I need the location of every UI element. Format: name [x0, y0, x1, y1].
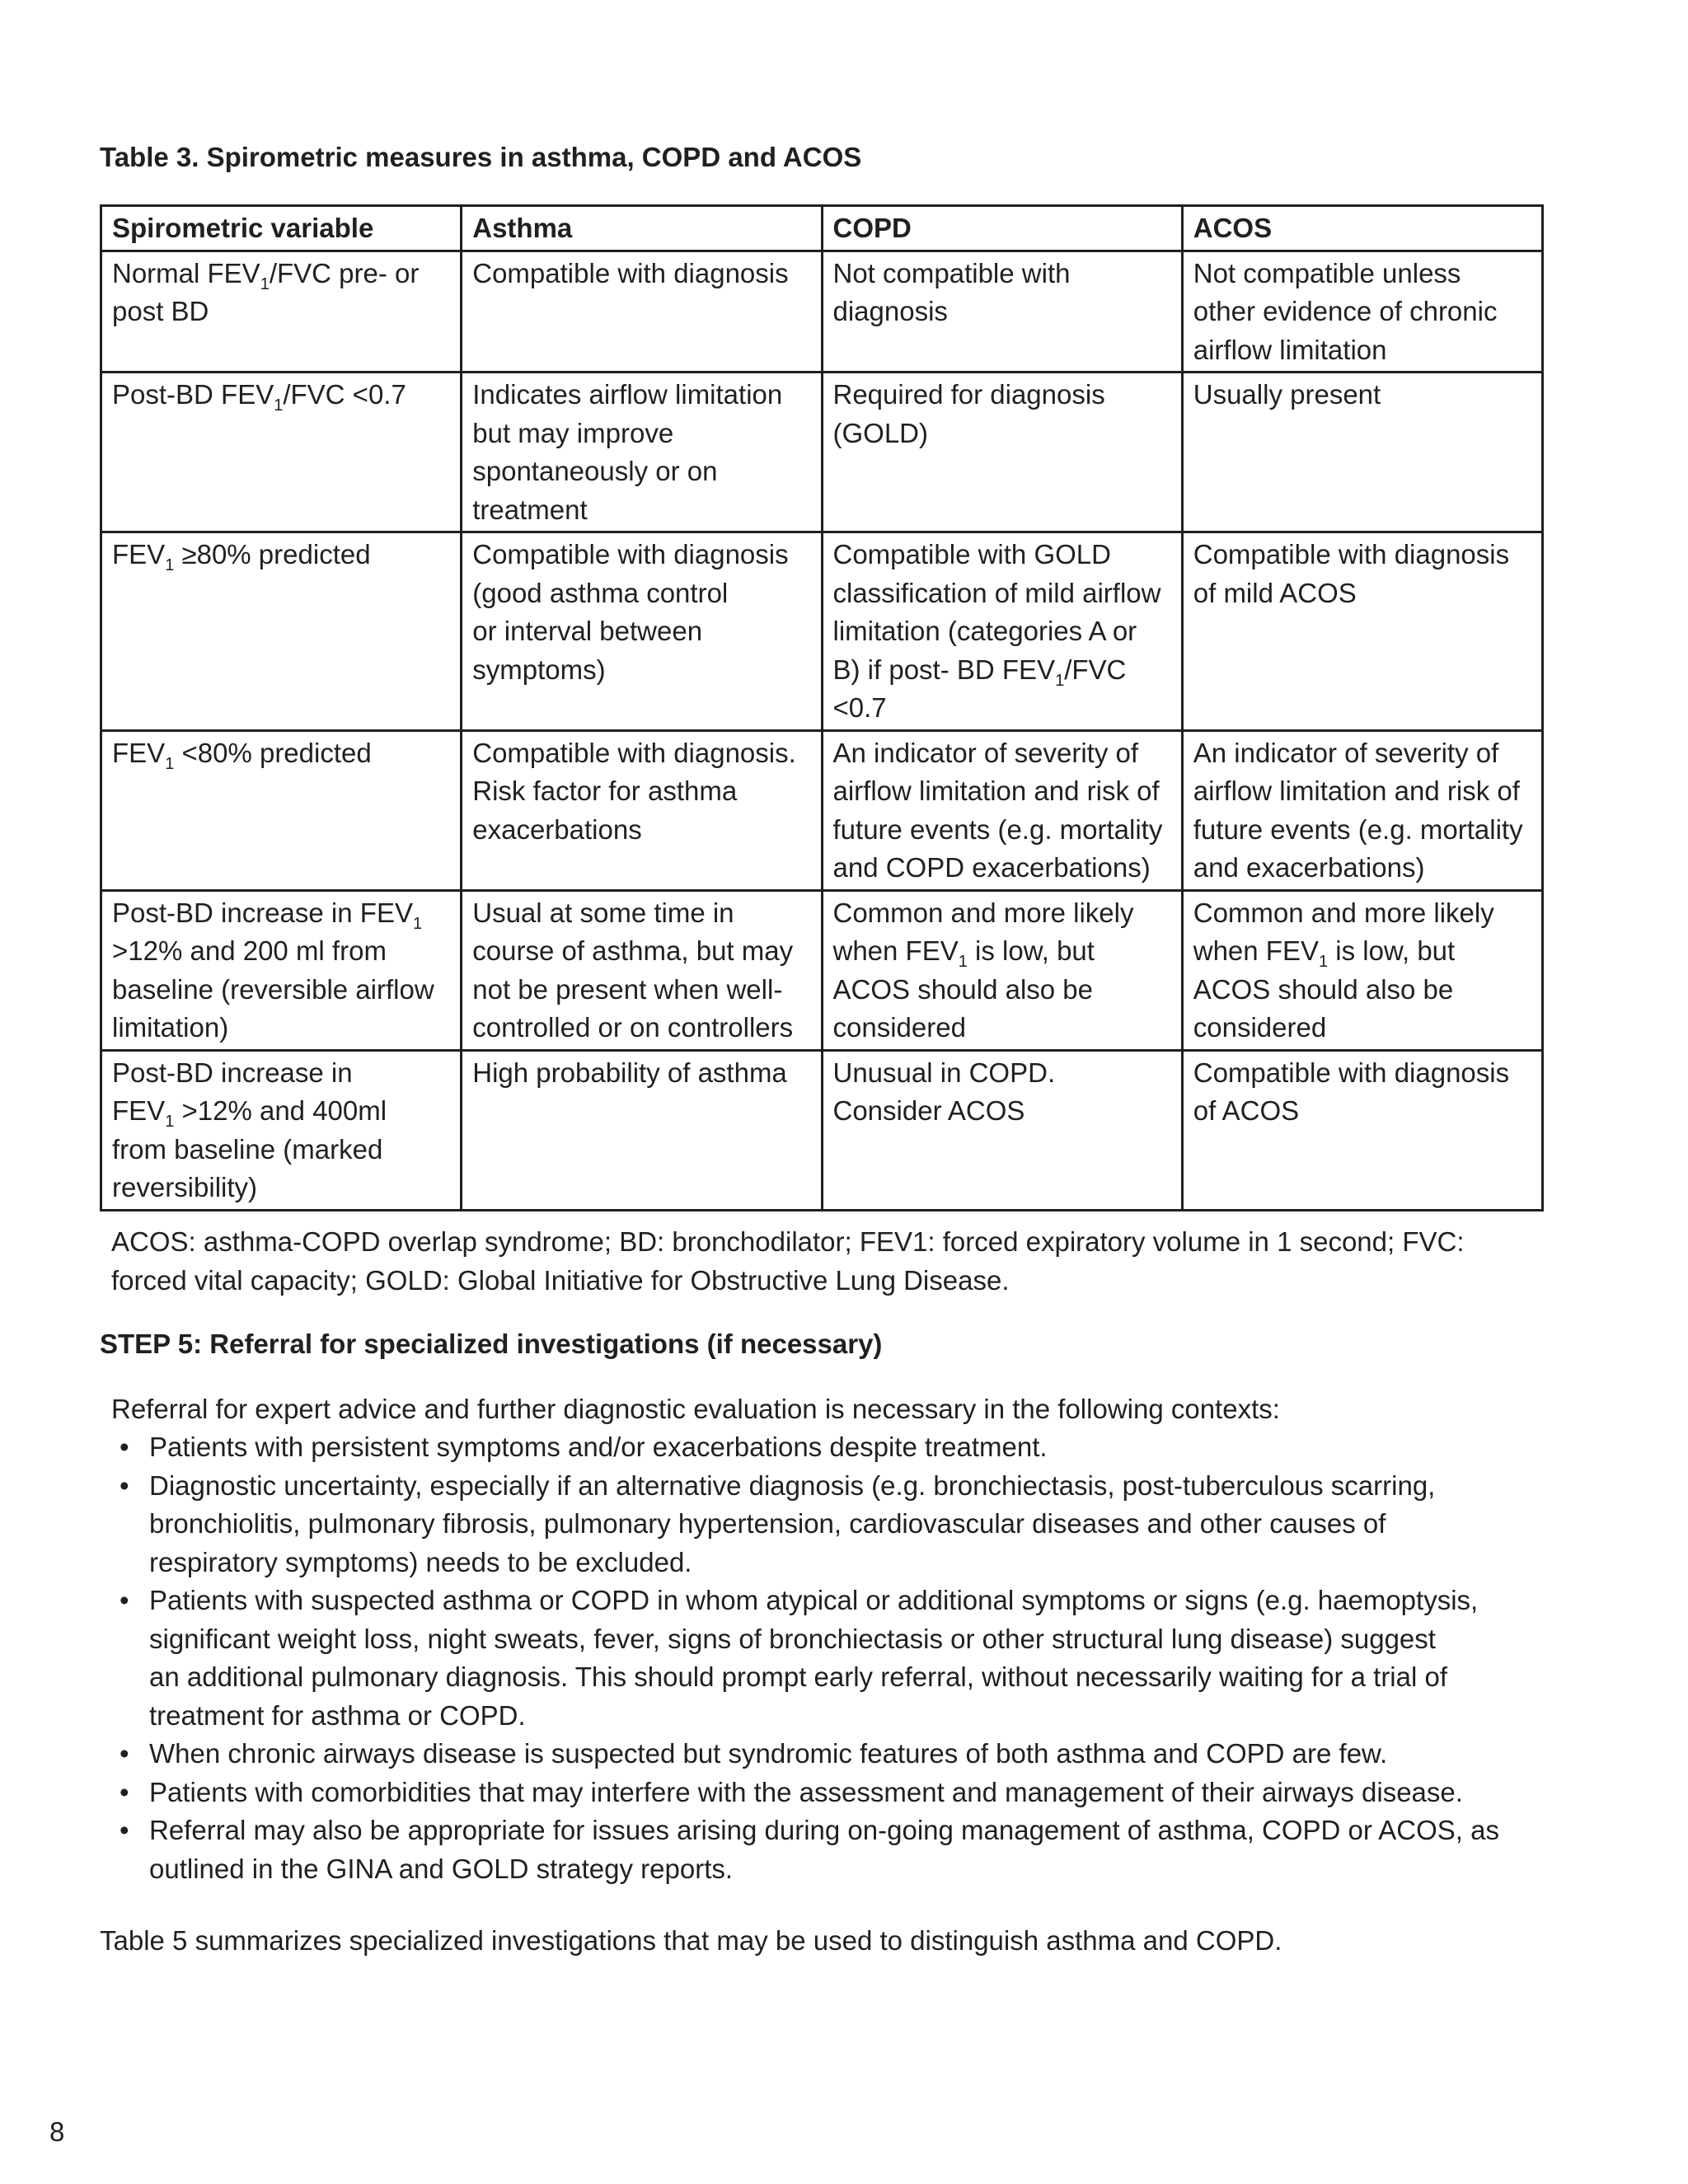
cell-asthma: Compatible with diagnosis (good asthma control or interval between symptoms): [462, 532, 822, 731]
cell-variable: Post-BD increase in $FEV_1$ >12% and 200 ml from baseline (reversible airflow limitation): [101, 890, 462, 1050]
closing-paragraph: Table 5 summarizes specialized investigations that may be used to distinguish asthma and COPD.: [100, 1925, 1282, 1956]
table-row: [101, 373, 1543, 532]
cell-acos: An indicator of severity of airflow limitation and risk of future events (e.g. mortality and exacerbations): [1182, 730, 1542, 890]
cell-copd: Required for diagnosis (GOLD): [822, 373, 1182, 532]
bullet-icon: •: [120, 1432, 129, 1462]
header-copd: COPD: [822, 206, 1182, 251]
cell-acos: Usually present: [1182, 373, 1542, 532]
table-footnote: ACOS: asthma-COPD overlap syndrome; BD: bronchodilator; FEV1: forced expiratory volume in 1 second; FVC: forced vital capacity; GOLD: Global Initiative for Obstructive Lung Disease.: [111, 1226, 1465, 1296]
list-item: • Patients with comorbidities that may interfere with the assessment and management of their airways disease.: [111, 1774, 1545, 1812]
bullet-icon: •: [120, 1738, 129, 1769]
cell-asthma: Compatible with diagnosis. Risk factor for asthma exacerbations: [462, 730, 822, 890]
cell-acos: Common and more likely when $FEV_1$ is low, but ACOS should also be considered: [1182, 890, 1542, 1050]
bullet-icon: •: [120, 1776, 129, 1807]
table-row: [101, 890, 1543, 1050]
header-spirometric-variable: Spirometric variable: [101, 206, 462, 251]
bullet-icon: •: [120, 1815, 129, 1845]
list-item: • Referral may also be appropriate for issues arising during on-going management of asthma, COPD or ACOS, as outlined in the GINA and GOLD strategy reports.: [111, 1811, 1545, 1888]
cell-copd: Compatible with GOLD classification of mild airflow limitation (categories A or B) if post- BD $FEV_1$/FVC <0.7: [822, 532, 1182, 731]
cell-variable: $FEV_1 \ge 80\%$ predicted: [101, 532, 462, 731]
cell-variable: $FEV_1 <80\%$ predicted: [101, 730, 462, 890]
cell-asthma: Indicates airflow limitation but may improve spontaneously or on treatment: [462, 373, 822, 532]
cell-copd: An indicator of severity of airflow limitation and risk of future events (e.g. mortality and COPD exacerbations): [822, 730, 1182, 890]
cell-copd: Common and more likely when $FEV_1$ is low, but ACOS should also be considered: [822, 890, 1182, 1050]
table-row: [101, 1050, 1543, 1210]
cell-acos: Compatible with diagnosis of ACOS: [1182, 1050, 1542, 1210]
cell-asthma: Usual at some time in course of asthma, but may not be present when well- controlled or on controllers: [462, 890, 822, 1050]
table-row: [101, 251, 1543, 373]
list-item: • Patients with persistent symptoms and/or exacerbations despite treatment.: [111, 1428, 1545, 1467]
cell-copd: Not compatible with diagnosis: [822, 251, 1182, 373]
list-item: • Diagnostic uncertainty, especially if an alternative diagnosis (e.g. bronchiectasis, post-tuberculous scarring, bronchiolitis, pulmonary fibrosis, pulmonary hypertension, cardiovascular diseases and other causes of respiratory symptoms) needs to be excluded.: [111, 1467, 1545, 1582]
table-header-row: [101, 206, 1543, 251]
step5-intro: Referral for expert advice and further diagnostic evaluation is necessary in the following contexts:: [111, 1394, 1280, 1424]
referral-list: [111, 1428, 1545, 1888]
cell-asthma: High probability of asthma: [462, 1050, 822, 1210]
cell-variable: Normal $FEV_1$/FVC pre- or post BD: [101, 251, 462, 373]
table-row: [101, 532, 1543, 731]
table-title: Table 3. Spirometric measures in asthma, COPD and ACOS: [100, 142, 862, 172]
table-row: [101, 730, 1543, 890]
header-asthma: Asthma: [462, 206, 822, 251]
page-number: 8: [49, 2116, 65, 2147]
step5-heading: STEP 5: Referral for specialized investigations (if necessary): [100, 1329, 883, 1359]
list-item: • Patients with suspected asthma or COPD in whom atypical or additional symptoms or signs (e.g. haemoptysis, significant weight loss, night sweats, fever, signs of bronchiectasis or other structural lung disease) suggest an additional pulmonary diagnosis. This should prompt early referral, without necessarily waiting for a trial of treatment for asthma or COPD.: [111, 1582, 1545, 1735]
bullet-icon: •: [120, 1469, 129, 1501]
cell-acos: Compatible with diagnosis of mild ACOS: [1182, 532, 1542, 731]
spirometry-table: [100, 204, 1544, 1212]
cell-acos: Not compatible unless other evidence of chronic airflow limitation: [1182, 251, 1542, 373]
cell-variable: Post-BD increase in $FEV_1 >12\%$ and 400ml from baseline (marked reversibility): [101, 1050, 462, 1210]
cell-asthma: Compatible with diagnosis: [462, 251, 822, 373]
header-acos: ACOS: [1182, 206, 1542, 251]
cell-copd: Unusual in COPD. Consider ACOS: [822, 1050, 1182, 1210]
cell-variable: Post-BD $FEV_1$/FVC <0.7: [101, 373, 462, 532]
bullet-icon: •: [120, 1585, 129, 1615]
list-item: • When chronic airways disease is suspected but syndromic features of both asthma and COPD are few.: [111, 1735, 1545, 1774]
